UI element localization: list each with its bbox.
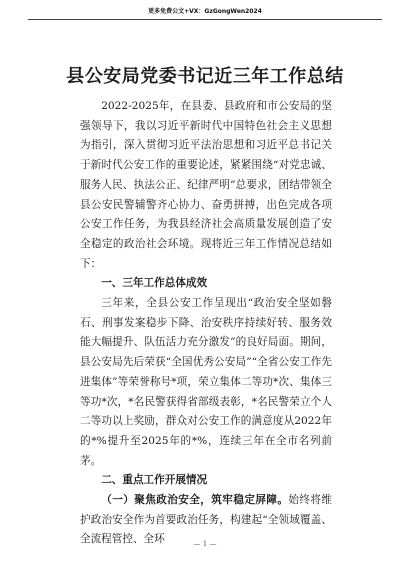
document-title: 县公安局党委书记近三年工作总结: [66, 66, 344, 87]
overview-paragraph: 三年来，全县公安工作呈现出“政治安全坚如磐石、刑事发案稳步下降、治安秩序持续好转、服务效能大幅提升、队伍活力充分激发”的良好局面。期间，县公安局先后荣获“全国优秀公安局”“全省公安工作先进集体”等荣誉称号*项，荣立集体二等功*次、集体三等功*次，*名民警获得省部级表彰，*名民警荣立个人二等功以上奖励，群众对公安工作的满意度从2022年的*%提升至2025年的*%，连续三年在全市名列前茅。: [80, 297, 332, 467]
page-number: — 1 —: [193, 540, 217, 548]
item-text: 始终将维护政治安全作为首要政治任务，构建起“全领域覆盖、全流程管控、全环: [80, 494, 333, 546]
section-heading-1: 一、三年工作总体成效: [101, 277, 208, 290]
header-note: 更多免费公文+VX：GzGongWen2024: [148, 8, 262, 15]
document-body: [80, 97, 332, 550]
header-divider: [28, 19, 382, 20]
intro-paragraph: 2022-2025年，在县委、县政府和市公安局的坚强领导下，我以习近平新时代中国特色社会主义思想为指引，深入贯彻习近平法治思想和习近平总书记关于新时代公安工作的重要论述，紧紧围绕“对党忠诚、服务人民、执法公正、纪律严明”总要求，团结带领全县公安民警辅警齐心协力、奋勇拼搏，出色完成各项公安工作任务，为我县经济社会高质量发展创造了安全稳定的政治社会环境。现将近三年工作情况总结如下：: [80, 100, 332, 270]
section-heading-2: 二、重点工作开展情况: [101, 474, 208, 487]
item-lead: （一）聚焦政治安全，筑牢稳定屏障。: [101, 494, 289, 507]
